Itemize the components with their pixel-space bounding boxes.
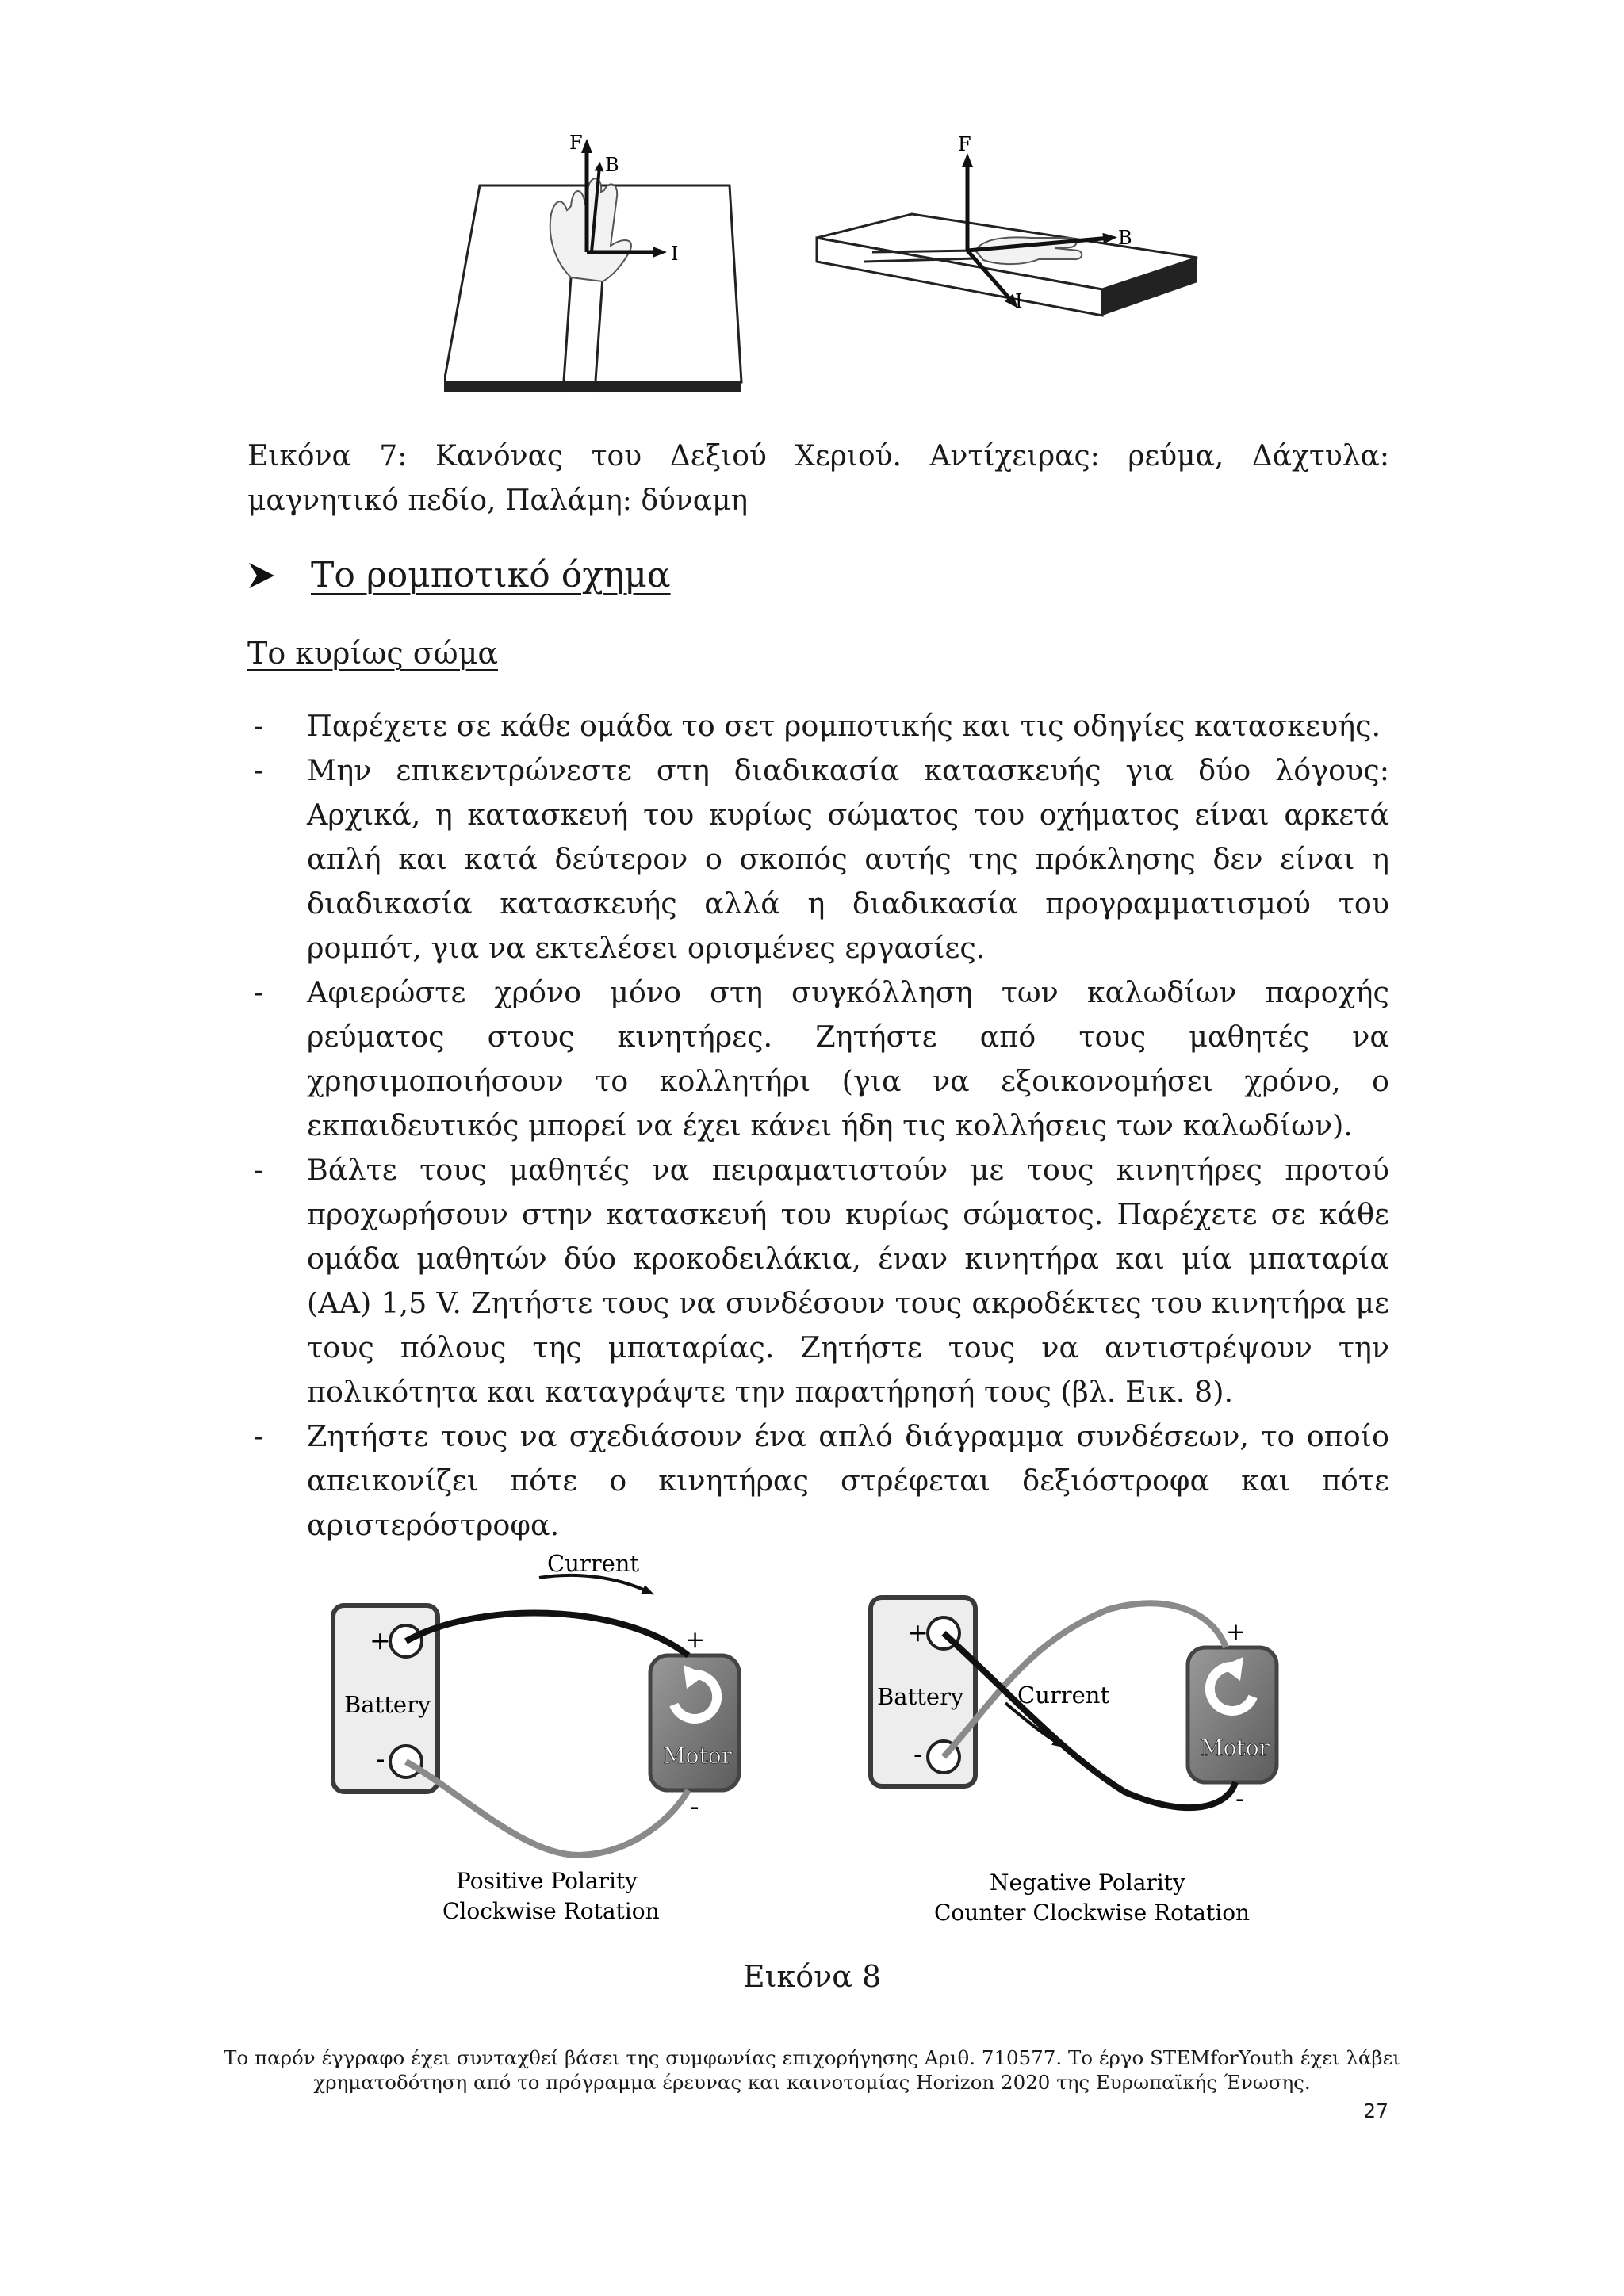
arrowhead-bullet-icon: [247, 561, 276, 590]
subsection-title: Το κυρίως σώμα: [247, 636, 499, 671]
hand-rule-left-label-b: B: [605, 154, 619, 176]
rotation-caption: Counter Clockwise Rotation: [934, 1900, 1251, 1926]
bullet-dash: -: [254, 1153, 264, 1187]
figure-7-right-hand-rule: [444, 119, 1205, 404]
hand-rule-left-label-f: F: [569, 132, 583, 154]
bullet-dash: -: [254, 975, 264, 1009]
bullet-dash: -: [254, 1419, 264, 1453]
bullet-dash: -: [254, 709, 264, 743]
hand-rule-right-label-i: I: [1015, 290, 1023, 312]
list-item-text: Αφιερώστε χρόνο μόνο στη συγκόλληση των καλωδίων παροχής ρεύματος στους κινητήρες. Ζητήστε από τους μαθητές να χρησιμοποιήσουν το κολλητήρι (για να εξοικονομήσει χρόνο, ο εκπαιδευτικός μπορεί να έχει κάνει ήδη τις κολλήσεις των καλωδίων).: [307, 975, 1389, 1142]
battery-label: Battery: [344, 1691, 431, 1718]
battery-minus-label: -: [914, 1739, 923, 1770]
figure-8-motor-polarity: [317, 1554, 1316, 1942]
rotation-caption: Clockwise Rotation: [442, 1898, 660, 1924]
hand-rule-right-label-f: F: [958, 133, 971, 155]
list-item: [247, 1414, 1389, 1548]
motor-minus-label: -: [690, 1791, 699, 1823]
footer-line-2: χρηματοδότηση από το πρόγραμμα έρευνας και καινοτομίας Horizon 2020 της Ευρωπαϊκής Ένωσης.: [313, 2071, 1311, 2094]
footer: [174, 2045, 1450, 2095]
figure-7-caption: Εικόνα 7: Κανόνας του Δεξιού Χεριού. Αντίχειρας: ρεύμα, Δάχτυλα: μαγνητικό πεδίο, Παλάμη: δύναμη: [247, 440, 1389, 517]
list-item-text: Ζητήστε τους να σχεδιάσουν ένα απλό διάγραμμα συνδέσεων, το οποίο απεικονίζει πότε ο κινητήρας στρέφεται δεξιόστροφα και πότε αριστερόστροφα.: [307, 1419, 1389, 1542]
current-label: Current: [547, 1554, 640, 1577]
hand-rule-left-panel: [444, 132, 741, 392]
bullet-list: [247, 704, 1389, 1548]
negative-polarity-diagram: [871, 1598, 1277, 1926]
footer-line-1: Το παρόν έγγραφο έχει συνταχθεί βάσει της συμφωνίας επιχορήγησης Αριθ. 710577. Το έργο STEMforYouth έχει λάβει: [224, 2046, 1400, 2069]
battery-minus-label: -: [376, 1743, 385, 1775]
figure-8-caption: Εικόνα 8: [742, 1959, 882, 1994]
list-item: [247, 1148, 1389, 1414]
list-item: [247, 970, 1389, 1148]
battery-plus-label: +: [907, 1617, 929, 1647]
bullet-dash: -: [254, 753, 264, 787]
motor-label: Motor: [663, 1743, 733, 1769]
motor-plus-label: +: [685, 1626, 706, 1654]
list-item-text: Μην επικεντρώνεστε στη διαδικασία κατασκευής για δύο λόγους: Αρχικά, η κατασκευή του κυρίως σώματος του οχήματος είναι αρκετά απλή και κατά δεύτερον ο σκοπός αυτής της πρόκλησης δεν είναι η διαδικασία κατασκευής αλλά η διαδικασία προγραμματισμού του ρομπότ, για να εκτελέσει ορισμένες εργασίες.: [307, 753, 1389, 965]
motor-label: Motor: [1201, 1735, 1270, 1761]
list-item: [247, 748, 1389, 970]
polarity-caption: Positive Polarity: [456, 1868, 638, 1894]
motor-minus-label: -: [1235, 1783, 1245, 1815]
battery-label: Battery: [877, 1683, 964, 1710]
battery-plus-label: +: [370, 1625, 391, 1655]
section-title: Το ρομποτικό όχημα: [311, 555, 671, 595]
page-number: 27: [1363, 2099, 1388, 2122]
section-heading: [247, 552, 671, 599]
current-label: Current: [1017, 1682, 1110, 1709]
list-item-text: Βάλτε τους μαθητές να πειραματιστούν με τους κινητήρες προτού προχωρήσουν στην κατασκευή του κυρίως σώματος. Παρέχετε σε κάθε ομάδα μαθητών δύο κροκοδειλάκια, έναν κινητήρα και μία μπαταρία (ΑΑ) 1,5 V. Ζητήστε τους να συνδέσουν τους ακροδέκτες του κινητήρα με τους πόλους της μπαταρίας. Ζητήστε τους να αντιστρέψουν την πολικότητα και καταγράψτε την παρατήρησή τους (βλ. Εικ. 8).: [307, 1153, 1389, 1409]
hand-rule-right-label-b: B: [1118, 227, 1132, 249]
list-item: [247, 704, 1389, 748]
motor-plus-label: +: [1226, 1618, 1247, 1646]
positive-polarity-diagram: [333, 1554, 739, 1924]
hand-rule-right-panel: [817, 133, 1197, 316]
hand-rule-left-label-i: I: [671, 243, 679, 265]
list-item-text: Παρέχετε σε κάθε ομάδα το σετ ρομποτικής και τις οδηγίες κατασκευής.: [307, 709, 1381, 743]
polarity-caption: Negative Polarity: [990, 1869, 1185, 1896]
